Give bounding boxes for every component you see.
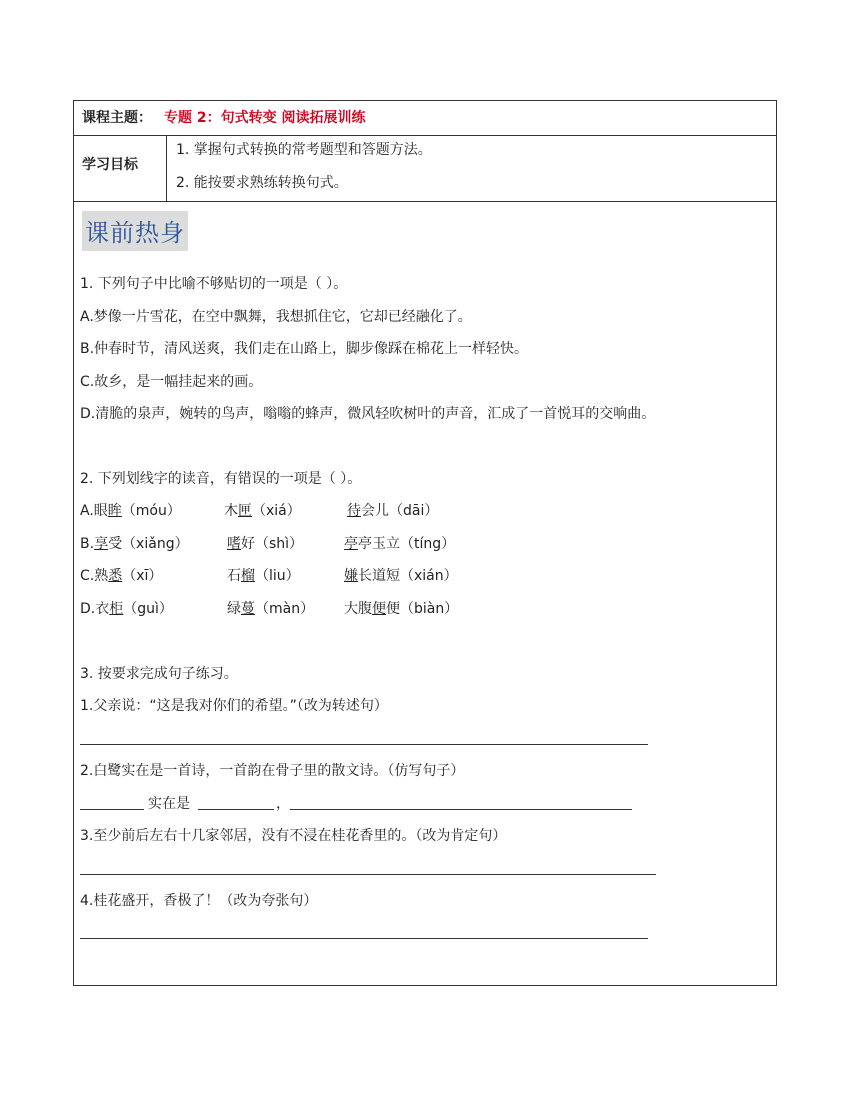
topic-title: 专题 2：句式转变 阅读拓展训练: [164, 110, 366, 126]
q2-option-d-3: 大腹便便（biàn）: [344, 601, 459, 617]
q2-option-d-1: D.衣柜（guì）: [80, 601, 173, 617]
q1-option-b: B.仲春时节，清风送爽，我们走在山路上，脚步像踩在棉花上一样轻快。: [80, 341, 529, 357]
q2-option-b-2: 嗜好（shì）: [227, 536, 304, 552]
q2-option-d-2: 绿蔓（màn）: [227, 601, 315, 617]
topic-label: 课程主题：: [82, 110, 152, 126]
fill-blank-2[interactable]: [198, 809, 274, 810]
q2-option-c-2: 石榴（liu）: [227, 568, 300, 584]
q1-option-a: A.梦像一片雪花，在空中飘舞，我想抓住它，它却已经融化了。: [80, 309, 472, 325]
q2-option-c-3: 嫌长道短（xián）: [344, 568, 458, 584]
q1-stem: 1. 下列句子中比喻不够贴切的一项是（ ）。: [80, 276, 348, 292]
q2-option-a-2: 木匣（xiá）: [224, 503, 301, 519]
q3-item-4: 4.桂花盛开，香极了！（改为夸张句）: [80, 893, 318, 909]
q2-option-c-1: C.熟悉（xī）: [80, 568, 163, 584]
q2-option-a-1: A.眼眸（móu）: [80, 503, 181, 519]
fill-comma: ，: [276, 796, 290, 812]
q2-option-b-1: B.享受（xiǎng）: [80, 536, 189, 552]
goal-item-1: 1. 掌握句式转换的常考题型和答题方法。: [176, 142, 432, 158]
fill-blank-3[interactable]: [290, 809, 632, 810]
section-title: 课前热身: [82, 211, 188, 251]
learning-goals-row: [74, 136, 776, 202]
learning-goals-label-cell: [74, 136, 167, 201]
answer-line-3[interactable]: [80, 874, 656, 875]
q1-option-c: C.故乡，是一幅挂起来的画。: [80, 374, 263, 390]
q2-stem: 2. 下列划线字的读音，有错误的一项是（ ）。: [80, 471, 362, 487]
fill-text-mid: 实在是: [148, 796, 190, 812]
q3-item-2: 2.白鹭实在是一首诗，一首韵在骨子里的散文诗。（仿写句子）: [80, 763, 465, 779]
topic-row: [74, 101, 776, 136]
worksheet-table: [73, 100, 777, 986]
q3-item-3: 3.至少前后左右十几家邻居，没有不浸在桂花香里的。（改为肯定句）: [80, 828, 507, 844]
q2-option-a-3: 待会儿（dāi）: [347, 503, 439, 519]
answer-line-4[interactable]: [80, 938, 648, 939]
q2-option-b-3: 亭亭玉立（tíng）: [344, 536, 456, 552]
q3-stem: 3. 按要求完成句子练习。: [80, 666, 238, 682]
q1-option-d: D.清脆的泉声，婉转的鸟声，嗡嗡的蜂声，微风轻吹树叶的声音，汇成了一首悦耳的交响曲。: [80, 406, 656, 422]
answer-line-1[interactable]: [80, 744, 648, 745]
fill-blank-1[interactable]: [80, 809, 144, 810]
goal-item-2: 2. 能按要求熟练转换句式。: [176, 175, 348, 191]
q3-item-1: 1.父亲说：“这是我对你们的希望。”（改为转述句）: [80, 698, 388, 714]
learning-goals-label: 学习目标: [82, 157, 138, 173]
